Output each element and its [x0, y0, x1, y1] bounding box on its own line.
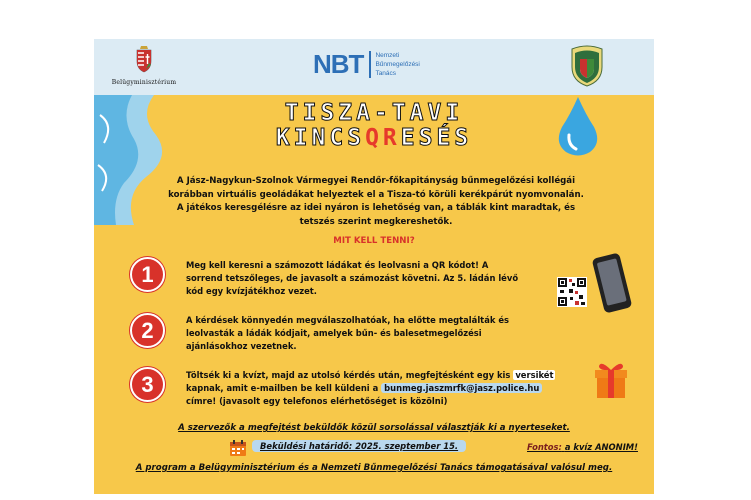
anonymous-note: [527, 442, 638, 452]
step-1-line1: Meg kell keresni a számozott ládákat és leolvasni a QR kódot! A: [186, 260, 489, 270]
police-shield-icon: [570, 45, 604, 87]
nbt-name-line1: Nemzeti: [375, 52, 400, 59]
title-qr-highlight: QR: [365, 125, 401, 151]
anonymous-text: a kvíz ANONIM!: [564, 442, 638, 452]
intro-line3: A játékos keresgélésre az idei nyáron is lehetőség van, a táblák kint maradtak, és: [176, 203, 576, 213]
step-2-line1: A kérdések könnyedén megválaszolhatóak, ha előtte megtalálták és: [186, 315, 509, 325]
title-line2-suffix: ESÉS: [400, 125, 473, 151]
intro-line2: korábban virtuális geoládákat helyeztek el a Tisza-tó körüli kerékpárút nyomvonalán.: [168, 189, 584, 200]
howto-heading: MIT KELL TENNI?: [333, 236, 415, 246]
header-bar: [94, 39, 654, 95]
step-3-text: [186, 369, 555, 407]
deadline-badge: Beküldési határidő: 2025. szeptember 15.: [252, 440, 466, 452]
versike-highlight: versikét: [515, 370, 554, 380]
step-3-line3: címre! (javasolt egy telefonos elérhetőséget is közölni): [186, 395, 448, 406]
footer-sponsor-note: A program a Belügyminisztérium és a Nemzeti Bűnmegelőzési Tanács támogatásával valósul meg.: [135, 463, 613, 473]
title-line2-prefix: KINCS: [275, 125, 366, 151]
step-3-line1-text: Töltsék ki a kvízt, majd az utolsó kérdés után, megfejtésként egy kis: [186, 370, 511, 380]
poster: [94, 39, 654, 494]
winners-note: A szervezők a megfejtést beküldők közül sorsolással választják ki a nyerteseket.: [178, 423, 570, 433]
ministry-logo: [104, 45, 184, 86]
step-1-text: [186, 259, 518, 297]
nbt-name-line2: Bűnmegelőzési: [375, 61, 420, 68]
step-2-line3: ajánlásokhoz vezetnek.: [186, 340, 297, 351]
water-drop-icon: [556, 95, 600, 157]
intro-text: [150, 175, 602, 229]
intro-line4: tetszés szerint megkereshetők.: [299, 216, 453, 227]
step-3-line2: [186, 382, 555, 395]
step-1-number: 1: [130, 257, 165, 292]
police-logo: [570, 45, 604, 91]
title-line1: TISZA-TAVI: [284, 100, 464, 126]
smartphone-icon: [592, 253, 632, 315]
nbt-mark: NBT: [313, 49, 364, 79]
step-2-line2: leolvasták a ládák kódjait, amelyek bűn- és balesetmegelőzési: [186, 327, 482, 338]
step-1-line3: kód egy kvízjátékhoz vezet.: [186, 285, 317, 296]
gift-box-icon: [593, 360, 629, 400]
ministry-caption: Belügyminisztérium: [111, 79, 177, 86]
intro-line1: A Jász-Nagykun-Szolnok Vármegyei Rendőr-főkapitányság bűnmegelőzési kollégái: [176, 176, 576, 186]
step-2-number: 2: [130, 313, 165, 348]
step-2-text: [186, 314, 509, 352]
nbt-logo: [313, 49, 420, 80]
anonymous-label: Fontos:: [527, 442, 562, 452]
step-3-line2-text: kapnak, amit e-mailben be kell küldeni a: [186, 382, 379, 393]
step-3-number: 3: [130, 367, 165, 402]
calendar-icon: [229, 439, 247, 457]
nbt-name-line3: Tanács: [375, 70, 397, 77]
qr-code-icon: [557, 277, 587, 307]
step-3-line1: [186, 369, 555, 382]
email-link[interactable]: bunmeg.jaszmrfk@jasz.police.hu: [381, 383, 542, 393]
step-1-line2: sorrend tetszőleges, de javasolt a számozást követni. Az 5. ládán lévő: [186, 272, 519, 283]
coat-of-arms-icon: [134, 45, 154, 73]
nbt-name: [369, 51, 419, 78]
